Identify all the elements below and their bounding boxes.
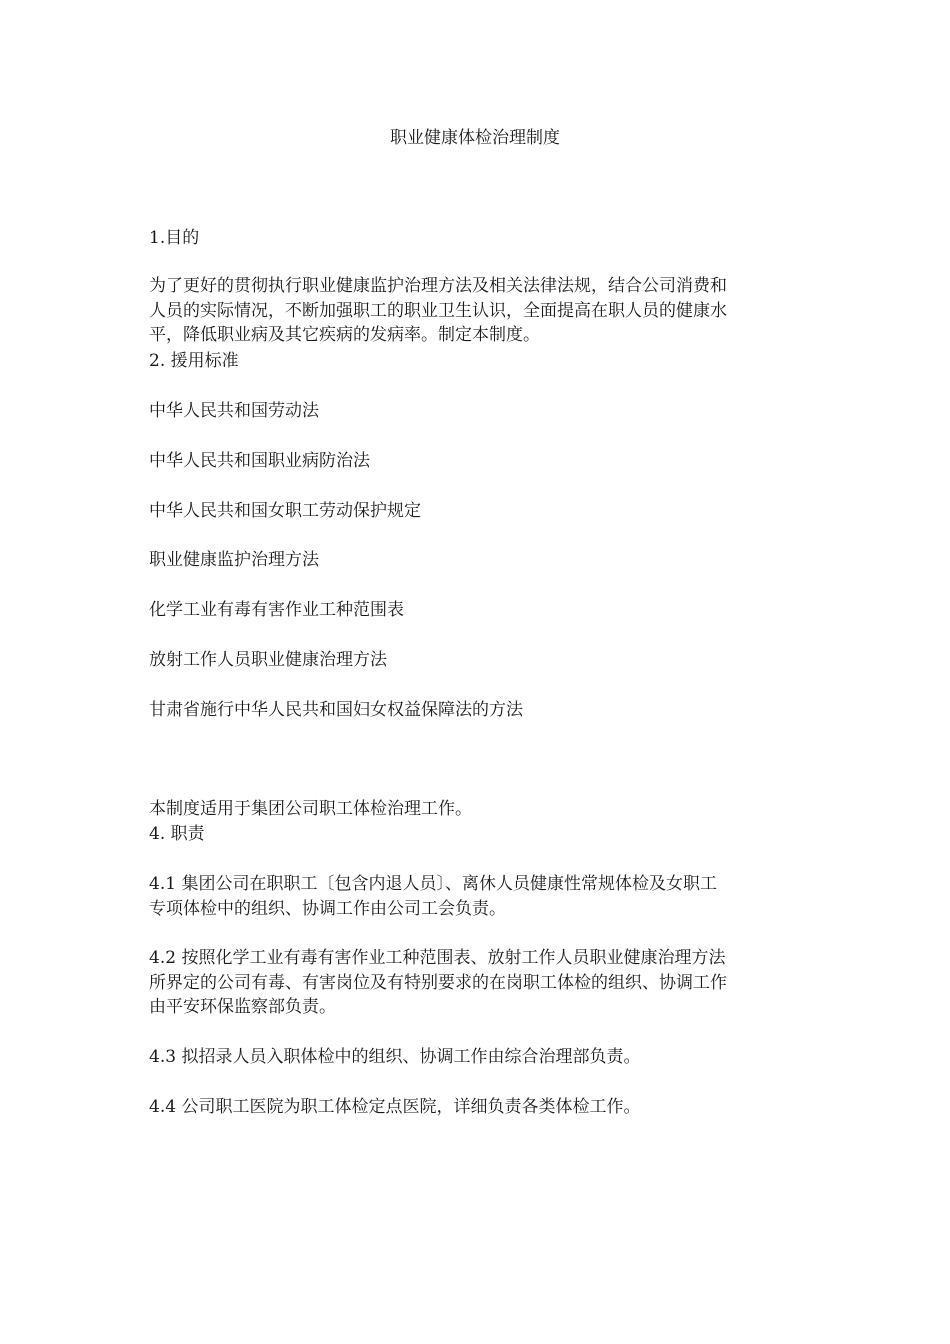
paragraph-line: 由平安环保监察部负责。 [149, 997, 336, 1017]
paragraph-line: 4.2 按照化学工业有毒有害作业工种范围表、放射工作人员职业健康治理方法 [149, 948, 726, 968]
standard-item: 中华人民共和国劳动法 [149, 401, 319, 421]
paragraph-line: 为了更好的贯彻执行职业健康监护治理方法及相关法律法规，结合公司消费和 [149, 276, 727, 296]
document-title: 职业健康体检治理制度 [390, 128, 560, 148]
standard-item: 化学工业有毒有害作业工种范围表 [149, 600, 404, 620]
duty-4-4: 4.4 公司职工医院为职工体检定点医院，详细负责各类体检工作。 [149, 1097, 641, 1117]
duty-4-3: 4.3 拟招录人员入职体检中的组织、协调工作由综合治理部负责。 [149, 1047, 641, 1067]
section-heading-duties: 4. 职责 [149, 824, 205, 844]
scope-statement: 本制度适用于集团公司职工体检治理工作。 [149, 799, 472, 819]
purpose-paragraph [149, 274, 809, 348]
section-heading-standards: 2. 援用标准 [149, 351, 239, 371]
paragraph-line: 专项体检中的组织、协调工作由公司工会负责。 [149, 898, 506, 919]
standard-item: 放射工作人员职业健康治理方法 [149, 650, 387, 670]
duty-4-1 [149, 872, 809, 921]
paragraph-line: 4.1 集团公司在职职工〔包含内退人员〕、离休人员健康性常规体检及女职工 [149, 874, 717, 894]
section-heading-purpose: 1.目的 [149, 228, 200, 248]
paragraph-line: 所界定的公司有毒、有害岗位及有特别要求的在岗职工体检的组织、协调工作 [149, 972, 727, 993]
standard-item: 甘肃省施行中华人民共和国妇女权益保障法的方法 [149, 700, 523, 720]
standard-item: 中华人民共和国女职工劳动保护规定 [149, 501, 421, 521]
paragraph-line: 人员的实际情况，不断加强职工的职业卫生认识，全面提高在职人员的健康水 [149, 300, 727, 321]
standard-item: 中华人民共和国职业病防治法 [149, 451, 370, 471]
paragraph-line: 平，降低职业病及其它疾病的发病率。制定本制度。 [149, 325, 540, 345]
duty-4-2 [149, 946, 809, 1020]
standard-item: 职业健康监护治理方法 [149, 550, 319, 570]
